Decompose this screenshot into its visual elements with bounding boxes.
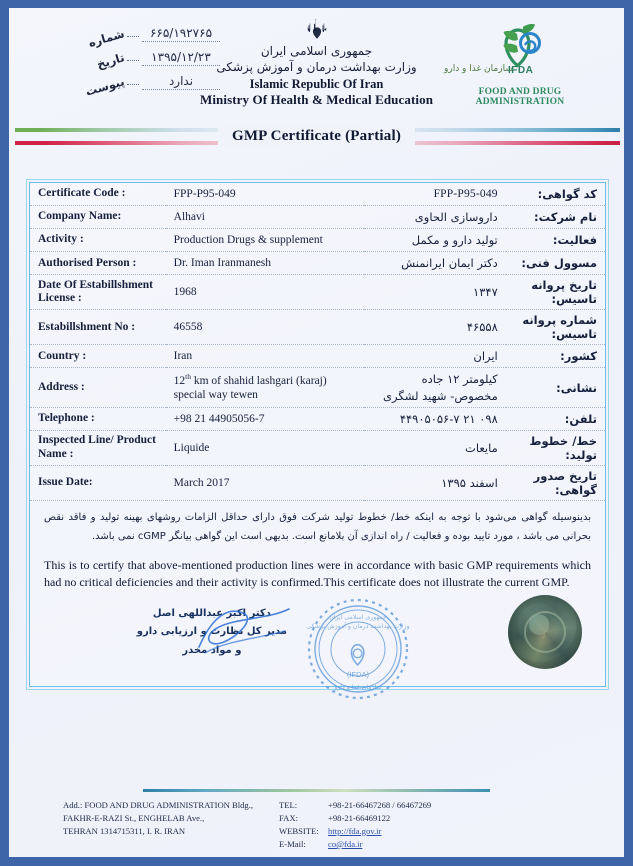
row-label-en: Date Of Estabillshment License :	[38, 278, 153, 305]
row-label-fa: خط/ خطوط تولید:	[529, 433, 597, 462]
signatory-block	[137, 605, 287, 661]
signatory-title-line1: مدیر کل نظارت و ارزیابی دارو	[136, 626, 287, 638]
ministry-fa-line1: جمهوری اسلامی ایران	[260, 44, 373, 58]
row-label-en: Company Name:	[38, 210, 122, 223]
footer-website-line	[279, 825, 431, 838]
ifda-logo-block	[440, 20, 600, 107]
row-label-fa: کشور:	[560, 349, 597, 364]
row-label-en: Address :	[38, 380, 85, 393]
footer-email-line	[279, 838, 431, 851]
row-label-fa: تلفن:	[564, 411, 597, 426]
table-row-certificate-code	[30, 183, 605, 206]
row-value-en: +98 21 44905056-7	[173, 412, 265, 425]
row-label-fa: نشانی:	[556, 380, 597, 395]
svg-text:وزارت بهداشت درمان و آموزش پزش: وزارت بهداشت درمان و آموزش پزشکی	[306, 622, 410, 630]
row-value-fa: داروسازی الحاوی	[414, 210, 498, 225]
signature-zone	[30, 591, 605, 711]
certificate-title-text: GMP Certificate (Partial)	[218, 126, 415, 146]
footer-email-key: E-Mail:	[279, 838, 306, 849]
footer-tel-value: +98-21-66467268 / 66467269	[328, 799, 432, 810]
footer-address-line2: FAKHR-E-RAZI St., ENGHELAB Ave.,	[63, 812, 205, 823]
row-label-en: Country :	[38, 349, 87, 362]
footer-divider	[143, 789, 490, 792]
table-row-country	[30, 345, 605, 368]
title-zone	[9, 120, 624, 180]
row-label-fa: تاریخ صدور گواهی:	[533, 468, 597, 497]
statement-fa: بدینوسیله گواهی می‌شود با توجه به اینکه خط/ خطوط تولید شرکت فوق دارای حداقل الزامات روشهای بهینه تولید و فاقد نقص بحرانی می باشد ، مورد تایید بوده و فعالیت / راه اندازی آن بلامانع است. بدیهی است این گواهی بیانگر cGMP نمی باشد.	[44, 511, 591, 543]
row-label-fa: کد گواهی:	[537, 187, 597, 202]
table-row-activity	[30, 229, 605, 252]
row-label-fa: نام شرکت:	[534, 210, 597, 225]
ministry-name-en-line2: Ministry Of Health & Medical Education	[199, 92, 434, 108]
ministry-name-en-line1: Islamic Republic Of Iran	[249, 77, 384, 92]
table-row-address	[30, 368, 605, 407]
row-value-fa: ۴۶۵۵۸	[466, 320, 498, 335]
registry-number-value: ۶۶۵/۱۹۲۷۶۵	[142, 26, 220, 42]
row-label-fa: مسوول فنی:	[521, 256, 597, 271]
row-label-en: Authorised Person :	[38, 256, 137, 269]
table-row-authorised-person	[30, 252, 605, 275]
footer-address-line1: Add.: FOOD AND DRUG ADMINISTRATION Bldg.,	[63, 799, 254, 810]
ifda-abbreviation: IFDA	[508, 65, 534, 76]
row-value-en: Dr. Iman Iranmanesh	[173, 257, 272, 270]
certificate-details-table	[30, 183, 605, 501]
ifda-name-fa: سازمان غذا و دارو	[444, 64, 513, 74]
signatory-title-line2: و مواد مخدر	[182, 644, 242, 656]
row-value-en: 12th km of shahid lashgari (karaj) special way tewen	[173, 372, 327, 402]
ministry-fa-line2: وزارت بهداشت درمان و آموزش پزشکی	[216, 60, 417, 75]
certificate-title	[9, 128, 624, 145]
table-row-telephone	[30, 407, 605, 430]
row-label-fa: شماره پروانه تاسیس:	[522, 313, 597, 342]
row-value-en: Liquide	[173, 441, 210, 454]
registry-attachment-value: ندارد	[142, 74, 220, 90]
certificate-paper	[9, 8, 624, 857]
row-value-en: Alhavi	[173, 210, 205, 223]
ifda-name-en: FOOD AND DRUG ADMINISTRATION	[475, 87, 565, 107]
table-row-establishment-no	[30, 310, 605, 345]
row-value-fa: FPP-P95-049	[433, 188, 498, 200]
row-label-en: Telephone :	[38, 411, 95, 424]
iran-emblem-icon	[304, 18, 330, 42]
svg-text:(IFDA): (IFDA)	[346, 669, 370, 679]
row-value-en: FPP-P95-049	[173, 187, 236, 200]
row-label-fa: تاریخ پروانه تاسیس:	[531, 278, 597, 307]
footer-email-link[interactable]: co@fda.ir	[328, 838, 363, 849]
row-value-fa: مایعات	[465, 440, 498, 455]
row-value-fa: اسفند ۱۳۹۵	[441, 475, 498, 490]
svg-text:سازمان غذا و دارو: سازمان غذا و دارو	[334, 683, 382, 691]
footer-fax-line	[279, 812, 431, 825]
footer-fax-value: +98-21-66469122	[328, 812, 391, 823]
row-value-en: March 2017	[173, 476, 230, 489]
row-value-fa: ۰۹۸ ۲۱ ۴۴۹۰۵۰۵۶-۷	[399, 411, 498, 426]
registry-attachment-label: پیوست	[83, 74, 126, 99]
registry-date-value: ۱۳۹۵/۱۲/۲۳	[142, 50, 220, 66]
svg-text:جمهوری اسلامی ایران: جمهوری اسلامی ایران	[329, 613, 387, 621]
row-label-en: Activity :	[38, 233, 84, 246]
row-value-en: 1968	[173, 286, 197, 299]
table-row-company-name	[30, 206, 605, 229]
footer-tel-line	[279, 799, 431, 812]
footer-columns	[39, 799, 594, 851]
footer-website-link[interactable]: http://fda.gov.ir	[328, 825, 382, 836]
row-label-en: Inspected Line/ Product Name :	[38, 434, 156, 460]
row-value-fa: کیلومتر ۱۲ جاده مخصوص- شهید لشگری	[383, 372, 498, 403]
table-row-inspected-line	[30, 430, 605, 465]
row-label-fa: فعالیت:	[552, 233, 597, 248]
footer-tel-key: TEL:	[279, 799, 298, 810]
table-row-issue-date	[30, 465, 605, 500]
statement-en: This is to certify that above-mentioned production lines were in accordance with basic GMP requirements which had no critical deficiencies and their activity is confirmed.This certificate does not illustrate the current GMP.	[44, 557, 591, 589]
row-label-en: Certificate Code :	[38, 187, 126, 200]
row-value-fa: ۱۳۴۷	[473, 285, 498, 300]
document-header	[9, 8, 624, 120]
row-value-fa: دکتر ایمان ایرانمنش	[401, 256, 498, 271]
document-footer	[9, 789, 624, 851]
row-value-en: 46558	[173, 321, 203, 334]
footer-website-key: WEBSITE:	[279, 825, 319, 836]
row-value-fa: ایران	[473, 349, 498, 364]
footer-fax-key: FAX:	[279, 812, 298, 823]
table-row-date-of-establishment	[30, 275, 605, 310]
ifda-apple-logo-icon	[440, 20, 600, 78]
row-label-en: Estabillshment No :	[38, 320, 136, 333]
holographic-security-seal	[508, 595, 582, 669]
row-value-fa: تولید دارو و مکمل	[411, 233, 498, 248]
footer-contact-block	[279, 799, 431, 851]
row-label-en: Issue Date:	[38, 475, 93, 488]
footer-address-block	[63, 799, 253, 851]
row-value-en: Production Drugs & supplement	[173, 234, 323, 247]
certificate-body-box	[29, 182, 606, 691]
signatory-name: دکتر اکبر عبداللهی اصل	[152, 607, 271, 619]
ifda-official-round-stamp	[302, 593, 414, 705]
registry-date-label: تاریخ	[95, 50, 126, 72]
row-value-en: Iran	[173, 350, 193, 363]
footer-address-line3: TEHRAN 1314715311, I. R. IRAN	[63, 825, 186, 836]
registry-number-label: شماره	[86, 26, 126, 50]
